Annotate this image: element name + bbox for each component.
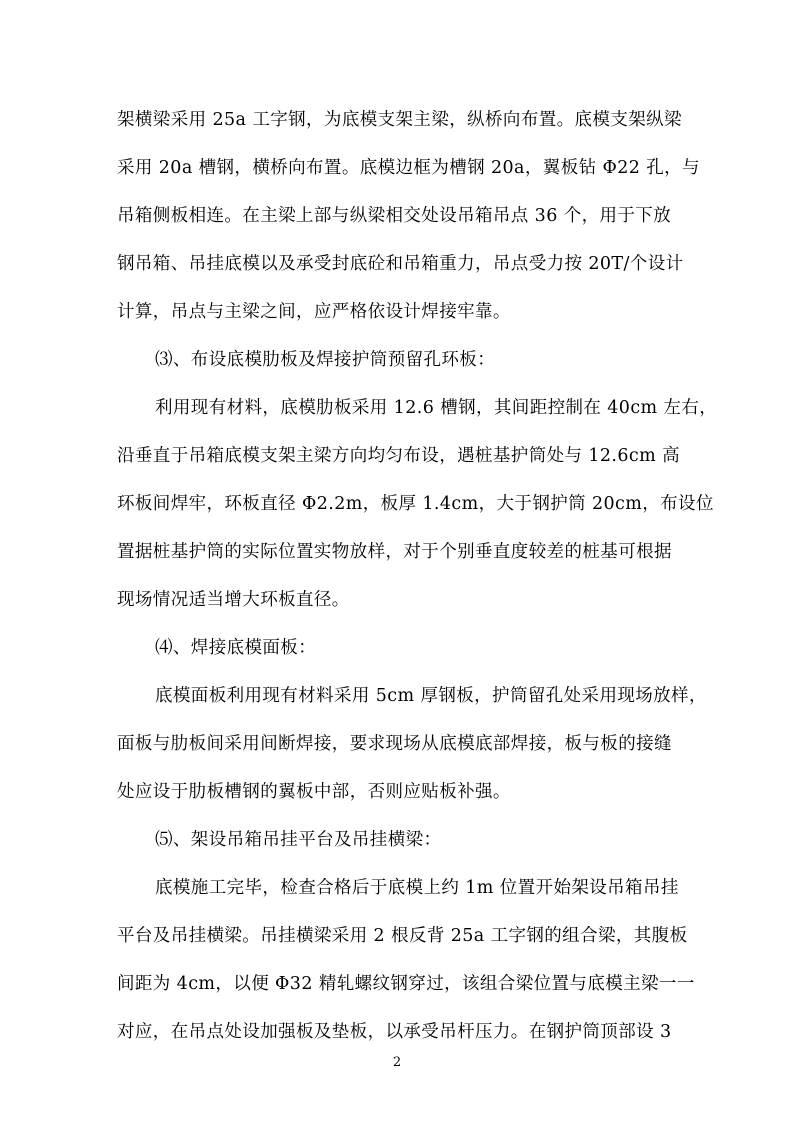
text-line: 底模面板利用现有材料采用 5cm 厚钢板，护筒留孔处采用现场放样， xyxy=(155,686,707,706)
text-line: 利用现有材料，底模肋板采用 12.6 槽钢，其间距控制在 40cm 左右， xyxy=(155,398,718,418)
text-line: 环板间焊牢，环板直径 Φ2.2m，板厚 1.4cm，大于钢护筒 20cm，布设位 xyxy=(117,494,714,514)
section-heading: ⑷、焊接底模面板： xyxy=(155,638,317,658)
text-line: 计算，吊点与主梁之间，应严格依设计焊接牢靠。 xyxy=(117,302,511,322)
text-line: 沿垂直于吊箱底模支架主梁方向均匀布设，遇桩基护筒处与 12.6cm 高 xyxy=(117,446,680,466)
text-line: 平台及吊挂横梁。吊挂横梁采用 2 根反背 25a 工字钢的组合梁，其腹板 xyxy=(117,926,688,946)
text-line: 处应设于肋板槽钢的翼板中部，否则应贴板补强。 xyxy=(117,782,511,802)
text-line: 置据桩基护筒的实际位置实物放样，对于个别垂直度较差的桩基可根据 xyxy=(117,542,672,562)
page-number: 2 xyxy=(392,1055,402,1070)
text-line: 面板与肋板间采用间断焊接，要求现场从底模底部焊接，板与板的接缝 xyxy=(117,734,672,754)
text-line: 钢吊箱、吊挂底模以及承受封底砼和吊箱重力，吊点受力按 20T/个设计 xyxy=(117,254,684,274)
section-heading: ⑸、架设吊箱吊挂平台及吊挂横梁： xyxy=(155,830,442,850)
text-line: 间距为 4cm，以便 Φ32 精轧螺纹钢穿过，该组合梁位置与底模主梁一一 xyxy=(117,974,695,994)
section-heading: ⑶、布设底模肋板及焊接护筒预留孔环板： xyxy=(155,350,496,370)
text-line: 吊箱侧板相连。在主梁上部与纵梁相交处设吊箱吊点 36 个，用于下放 xyxy=(117,206,672,226)
text-line: 对应，在吊点处设加强板及垫板，以承受吊杆压力。在钢护筒顶部设 3 xyxy=(117,1022,672,1042)
text-line: 采用 20a 槽钢，横桥向布置。底模边框为槽钢 20a，翼板钻 Φ22 孔，与 xyxy=(117,158,700,178)
text-line: 架横梁采用 25a 工字钢，为底模支架主梁，纵桥向布置。底模支架纵梁 xyxy=(117,110,682,130)
text-line: 底模施工完毕，检查合格后于底模上约 1m 位置开始架设吊箱吊挂 xyxy=(155,878,679,898)
text-line: 现场情况适当增大环板直径。 xyxy=(117,590,350,610)
